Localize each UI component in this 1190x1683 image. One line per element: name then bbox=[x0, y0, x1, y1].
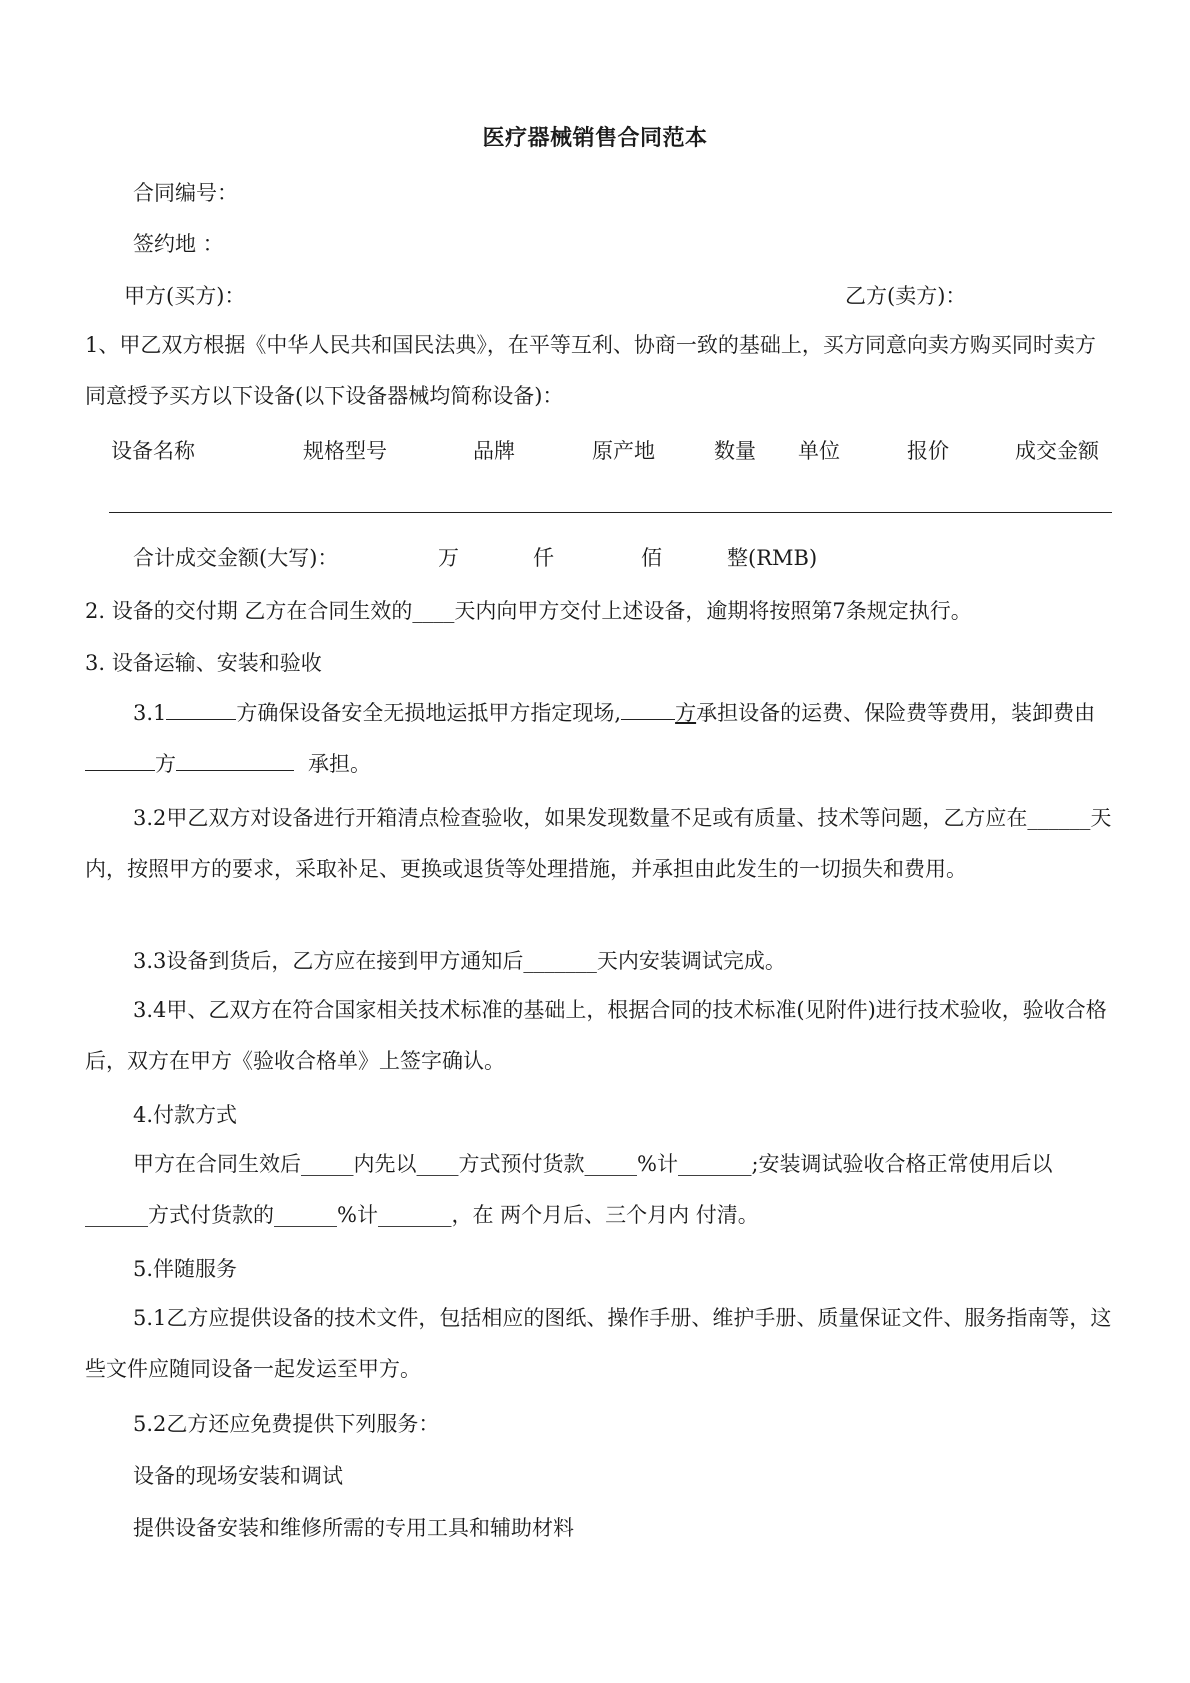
clause-3-title: 3. 设备运输、安装和验收 bbox=[85, 651, 322, 675]
signing-place-label: 签约地 ： bbox=[133, 232, 224, 256]
total-amount-label: 合计成交金额(大写)： bbox=[133, 546, 339, 570]
table-header-origin: 原产地 bbox=[592, 439, 655, 463]
clause-3-1-fang-2: 方 bbox=[155, 752, 176, 776]
table-header-model: 规格型号 bbox=[303, 439, 387, 463]
table-divider bbox=[109, 512, 1112, 513]
clause-3-2: 3.2甲乙双方对设备进行开箱清点检查验收，如果发现数量不足或有质量、技术等问题，乙方应在______天内，按照甲方的要求，采取补足、更换或退货等处理措施，并承担由此发生的一切损失和费用。 bbox=[85, 806, 1112, 881]
clause-5-title: 5.伴随服务 bbox=[133, 1257, 238, 1281]
clause-2: 2. 设备的交付期 乙方在合同生效的____天内向甲方交付上述设备，逾期将按照第7条规定执行。 bbox=[85, 599, 972, 623]
clause-3-1-text-c: 承担。 bbox=[308, 752, 371, 776]
clause-1: 1、甲乙双方根据《中华人民共和国民法典》，在平等互利、协商一致的基础上，买方同意向卖方购买同时卖方同意授予买方以下设备(以下设备器械均简称设备)： bbox=[85, 333, 1096, 408]
blank-carrier[interactable] bbox=[166, 699, 236, 720]
clause-3-1 bbox=[85, 688, 1115, 790]
clause-3-1-fang: 方 bbox=[675, 701, 697, 725]
table-header-quantity: 数量 bbox=[714, 439, 756, 463]
total-wan: 万 bbox=[438, 546, 459, 570]
total-bai: 佰 bbox=[641, 546, 662, 570]
service-item-2: 提供设备安装和维修所需的专用工具和辅助材料 bbox=[133, 1516, 574, 1540]
service-item-1: 设备的现场安装和调试 bbox=[133, 1464, 343, 1488]
table-header-amount: 成交金额 bbox=[1015, 439, 1099, 463]
blank-loading-party[interactable] bbox=[85, 750, 155, 771]
contract-number-label: 合同编号： bbox=[133, 181, 238, 205]
clause-3-4: 3.4甲、乙双方在符合国家相关技术标准的基础上，根据合同的技术标准(见附件)进行技术验收，验收合格后，双方在甲方《验收合格单》上签字确认。 bbox=[85, 998, 1107, 1073]
total-qian: 仟 bbox=[533, 546, 554, 570]
clause-5-1: 5.1乙方应提供设备的技术文件，包括相应的图纸、操作手册、维护手册、质量保证文件、服务指南等，这些文件应随同设备一起发运至甲方。 bbox=[85, 1306, 1112, 1381]
clause-3-3: 3.3设备到货后，乙方应在接到甲方通知后_______天内安装调试完成。 bbox=[133, 949, 786, 973]
clause-4-body: 甲方在合同生效后_____内先以____方式预付货款_____%计_______;安装调试验收合格正常使用后以______方式付货款的______%计_______，在 两个月后、三个月内 付清。 bbox=[85, 1152, 1053, 1227]
clause-5-2: 5.2乙方还应免费提供下列服务： bbox=[133, 1412, 440, 1436]
clause-3-1-text-a: 方确保设备安全无损地运抵甲方指定现场, bbox=[236, 701, 622, 725]
party-a-label: 甲方(买方)： bbox=[124, 284, 246, 308]
clause-3-1-number: 3.1 bbox=[133, 701, 167, 725]
blank-freight-party[interactable] bbox=[621, 699, 675, 720]
blank-loading-extra[interactable] bbox=[176, 750, 294, 771]
table-header-price: 报价 bbox=[907, 439, 949, 463]
clause-3-1-text-b: 承担设备的运费、保险费等费用，装卸费由 bbox=[696, 701, 1096, 725]
total-zheng: 整(RMB) bbox=[727, 546, 818, 570]
table-header-brand: 品牌 bbox=[473, 439, 515, 463]
party-b-label: 乙方(卖方)： bbox=[845, 284, 967, 308]
clause-4-title: 4.付款方式 bbox=[133, 1103, 238, 1127]
document-title: 医疗器械销售合同范本 bbox=[482, 125, 708, 151]
table-header-unit: 单位 bbox=[798, 439, 840, 463]
table-header-equipment-name: 设备名称 bbox=[111, 439, 195, 463]
